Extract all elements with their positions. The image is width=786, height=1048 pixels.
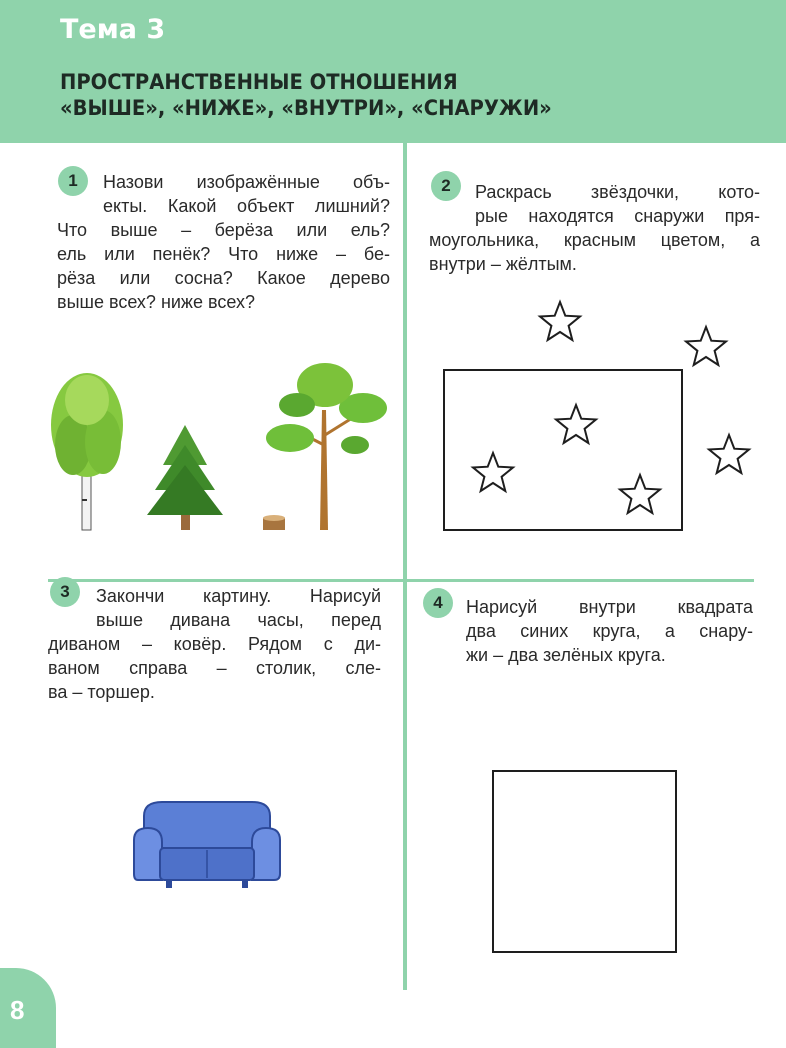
header-band xyxy=(0,0,786,143)
page-number-tab xyxy=(0,968,56,1048)
stump xyxy=(263,515,285,530)
pine-tree xyxy=(266,363,387,530)
sofa-illustration xyxy=(132,798,282,890)
task-4-line: два синих круга, а снару- xyxy=(466,621,753,641)
task-3-text xyxy=(48,584,381,704)
task-1-line: выше всех? ниже всех? xyxy=(57,292,255,312)
page-number: 8 xyxy=(10,995,25,1025)
title-line-1: ПРОСТРАНСТВЕННЫЕ ОТНОШЕНИЯ xyxy=(60,70,458,94)
task-4-text xyxy=(466,595,753,667)
task-2-line: моугольника, красным цветом, а xyxy=(429,230,760,250)
task-1-badge: 1 xyxy=(58,166,88,196)
birch-tree xyxy=(51,373,123,530)
spruce-tree xyxy=(147,425,223,530)
title-line-2: «ВЫШЕ», «НИЖЕ», «ВНУТРИ», «СНАРУЖИ» xyxy=(60,96,552,120)
star-icon xyxy=(686,327,726,365)
star-icon xyxy=(556,405,596,443)
task-4-line: жи – два зелёных круга. xyxy=(466,645,666,665)
stars-rectangle-figure xyxy=(420,290,780,550)
task-1-line: екты. Какой объект лишний? xyxy=(103,196,390,216)
task-4-line: Нарисуй внутри квадрата xyxy=(466,597,753,617)
horizontal-divider xyxy=(48,579,754,582)
topic-label: Тема 3 xyxy=(60,14,166,45)
task-4-badge: 4 xyxy=(423,588,453,618)
task-2-line: внутри – жёлтым. xyxy=(429,254,577,274)
task-1-line: рёза или сосна? Какое дерево xyxy=(57,268,390,288)
vertical-divider xyxy=(403,143,407,990)
task-3-badge: 3 xyxy=(50,577,80,607)
star-icon xyxy=(620,475,660,513)
task-2-line: Раскрась звёздочки, кото- xyxy=(475,182,760,202)
task-2-text xyxy=(429,180,760,276)
task-2-badge: 2 xyxy=(431,171,461,201)
star-icon xyxy=(709,435,749,473)
task-3-line: ва – торшер. xyxy=(48,682,155,702)
task-1-text xyxy=(57,170,390,314)
task-3-line: выше дивана часы, перед xyxy=(96,610,381,630)
star-icon xyxy=(473,453,513,491)
task-1-line: Что выше – берёза или ель? xyxy=(57,220,390,240)
task-2-line: рые находятся снаружи пря- xyxy=(475,206,760,226)
task-3-line: ваном справа – столик, сле- xyxy=(48,658,381,678)
trees-illustration xyxy=(45,350,395,550)
task-1-line: ель или пенёк? Что ниже – бе- xyxy=(57,244,390,264)
empty-square xyxy=(492,770,678,954)
star-icon xyxy=(540,302,580,340)
task-1-line: Назови изображённые объ- xyxy=(103,172,390,192)
task-3-line: Закончи картину. Нарисуй xyxy=(96,586,381,606)
task-3-line: диваном – ковёр. Рядом с ди- xyxy=(48,634,381,654)
